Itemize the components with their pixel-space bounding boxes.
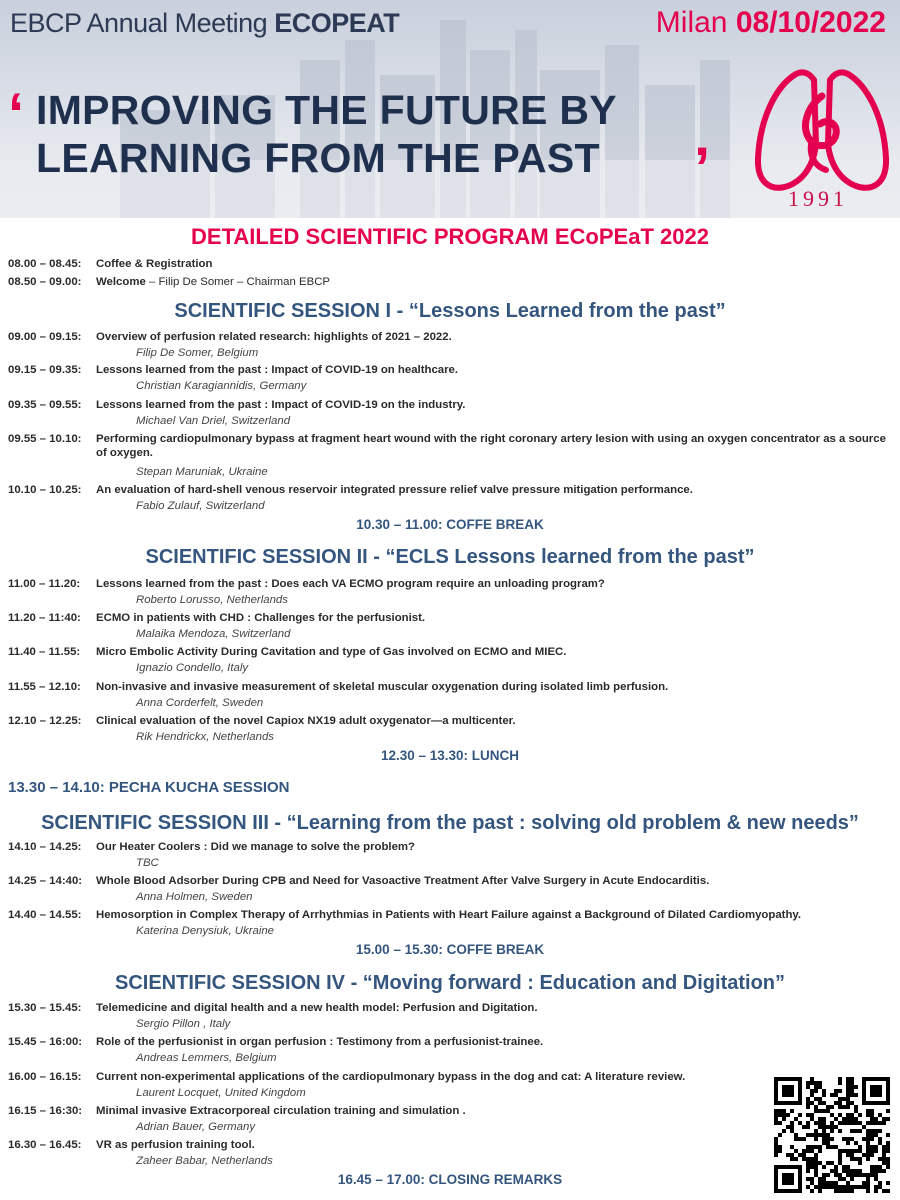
speaker: Malaika Mendoza, Switzerland <box>136 628 291 640</box>
speaker: Christian Karagiannidis, Germany <box>136 380 307 392</box>
talk-row: 16.30 – 16.45: VR as perfusion training tool. <box>8 1139 255 1151</box>
lunch-break: 12.30 – 13.30: LUNCH <box>380 748 520 763</box>
talk-row: 10.10 – 10.25: An evaluation of hard-shell venous reservoir integrated pressure relief valve pressure mitigation performance. <box>8 484 693 496</box>
speaker: Rik Hendrickx, Netherlands <box>136 731 275 743</box>
speaker: Zaheer Babar, Netherlands <box>136 1155 273 1167</box>
slogan-line-2: LEARNING FROM THE PAST <box>36 135 600 181</box>
talk-row: 16.15 – 16:30: Minimal invasive Extracorporeal circulation training and simulation . <box>8 1105 466 1117</box>
meeting-title: EBCP Annual Meeting ECOPEAT <box>10 8 400 38</box>
session-2-title: SCIENTIFIC SESSION II - “ECLS Lessons learned from the past” <box>145 546 755 568</box>
city-date: Milan 08/10/2022 <box>655 6 886 39</box>
logo-year: 1991 <box>788 186 848 211</box>
talk-row: 09.00 – 09.15: Overview of perfusion related research: highlights of 2021 – 2022. <box>8 331 452 343</box>
talk-row: 11.20 – 11:40: ECMO in patients with CHD : Challenges for the perfusionist. <box>8 612 426 624</box>
pecha-kucha-session: 13.30 – 14.10: PECHA KUCHA SESSION <box>8 779 290 796</box>
talk-row: 14.10 – 14.25: Our Heater Coolers : Did we manage to solve the problem? <box>8 841 416 853</box>
speaker: Filip De Somer, Belgium <box>136 347 259 359</box>
coffee-break: 10.30 – 11.00: COFFE BREAK <box>356 517 544 532</box>
closing-remarks: 16.45 – 17.00: CLOSING REMARKS <box>337 1172 563 1187</box>
speaker: Adrian Bauer, Germany <box>136 1121 256 1133</box>
talk-row: 11.40 – 11.55: Micro Embolic Activity During Cavitation and type of Gas involved on ECMO and MIEC. <box>8 646 567 658</box>
qr-code-icon[interactable] <box>774 1077 890 1193</box>
speaker: Andreas Lemmers, Belgium <box>136 1052 277 1064</box>
header-banner <box>0 0 900 218</box>
talk-row: 14.40 – 14.55: Hemosorption in Complex Therapy of Arrhythmias in Patients with Heart Failure against a Background of Dilated Cardiomyopathy. <box>8 909 802 921</box>
speaker: Michael Van Driel, Switzerland <box>136 415 291 427</box>
slogan <box>36 86 617 182</box>
session-1-title: SCIENTIFIC SESSION I - “Lessons Learned from the past” <box>174 300 726 322</box>
speaker: Anna Holmen, Sweden <box>136 891 253 903</box>
talk-row: 09.15 – 09.35: Lessons learned from the past : Impact of COVID-19 on healthcare. <box>8 364 459 376</box>
talk-row: 09.35 – 09.55: Lessons learned from the past : Impact of COVID-19 on the industry. <box>8 399 466 411</box>
talk-row: 15.45 – 16:00: Role of the perfusionist in organ perfusion : Testimony from a perfusionist-trainee. <box>8 1036 544 1048</box>
speaker: Laurent Locquet, United Kingdom <box>136 1087 306 1099</box>
talk-row: 12.10 – 12.25: Clinical evaluation of the novel Capiox NX19 adult oxygenator—a multicenter. <box>8 715 516 727</box>
speaker: Fabio Zulauf, Switzerland <box>136 500 265 512</box>
session-3-title: SCIENTIFIC SESSION III - “Learning from the past : solving old problem & new needs” <box>41 812 859 834</box>
open-quote-mark: ‘ <box>8 82 25 147</box>
talk-row: 14.25 – 14:40: Whole Blood Adsorber During CPB and Need for Vasoactive Treatment After Valve Surgery in Acute Endocarditis. <box>8 875 710 887</box>
close-quote-mark: ’ <box>694 136 711 201</box>
speaker: Ignazio Condello, Italy <box>136 662 249 674</box>
session-4-title: SCIENTIFIC SESSION IV - “Moving forward : Education and Digitation” <box>114 972 786 994</box>
talk-row: 16.00 – 16.15: Current non-experimental applications of the cardiopulmonary bypass in the dog and cat: A literature review. <box>8 1071 686 1083</box>
schedule-row: 08.00 – 08.45: Coffee & Registration <box>8 258 213 270</box>
talk-row: 11.00 – 11.20: Lessons learned from the past : Does each VA ECMO program require an unloading program? <box>8 578 605 590</box>
talk-row: 11.55 – 12.10: Non-invasive and invasive measurement of skeletal muscular oxygenation during isolated limb perfusion. <box>8 681 669 693</box>
speaker: Anna Corderfelt, Sweden <box>136 697 264 709</box>
talk-row: 09.55 – 10.10: Performing cardiopulmonary bypass at fragment heart wound with the right coronary artery lesion with using an oxygen concentrator as a source of oxygen. <box>8 433 886 459</box>
slogan-line-1: IMPROVING THE FUTURE BY <box>36 87 617 133</box>
speaker: Stepan Maruniak, Ukraine <box>136 466 268 478</box>
talk-row: 15.30 – 15.45: Telemedicine and digital health and a new health model: Perfusion and Digitation. <box>8 1002 538 1014</box>
program-title: DETAILED SCIENTIFIC PROGRAM ECoPEaT 2022 <box>191 224 709 249</box>
speaker: TBC <box>136 857 159 869</box>
speaker: Roberto Lorusso, Netherlands <box>136 594 288 606</box>
speaker: Katerina Denysiuk, Ukraine <box>136 925 275 937</box>
speaker: Sergio Pillon , Italy <box>136 1018 231 1030</box>
coffee-break: 15.00 – 15.30: COFFE BREAK <box>355 942 545 957</box>
schedule-row: 08.50 – 09.00: Welcome – Filip De Somer – Chairman EBCP <box>8 276 331 288</box>
